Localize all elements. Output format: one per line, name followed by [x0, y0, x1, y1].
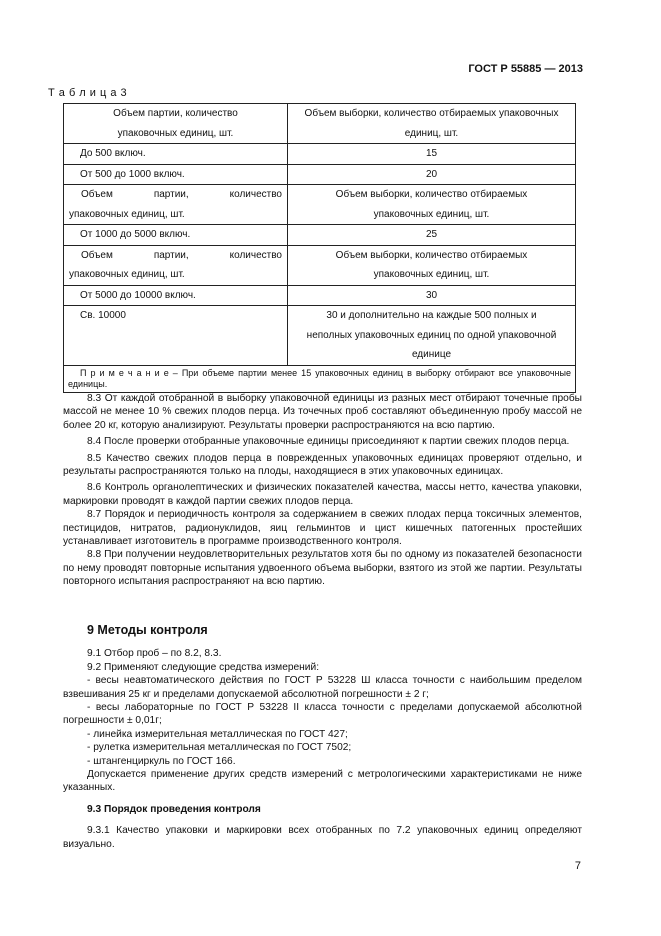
- sample-size-cell: 15: [288, 144, 576, 165]
- sample-size-cell: 25: [288, 225, 576, 246]
- paragraph-8-7: 8.7 Порядок и периодичность контроля за содержанием в свежих плодах перца токсичных элементов, пестицидов, нитратов, радионуклидов, яиц гельминтов и цист кишечных патогенных простейших устанавливает изготовитель в программе производственного контроля.: [63, 509, 582, 548]
- table-note: [64, 365, 576, 392]
- list-item: - рулетка измерительная металлическая по ГОСТ 7502;: [87, 742, 352, 754]
- table-repeat-header-row: [64, 245, 576, 285]
- lot-size-cell: Св. 10000: [64, 306, 288, 366]
- sample-size-cell: 20: [288, 164, 576, 185]
- table-repeat-header-left: Объем партии, количество упаковочных единиц, шт.: [64, 245, 288, 285]
- paragraph-allowed: Допускается применение других средств измерений с метрологическими характеристиками не ниже указанных.: [63, 769, 582, 794]
- table-header-left: Объем партии, количество упаковочных единиц, шт.: [64, 104, 288, 144]
- table-row: [64, 144, 576, 165]
- table-repeat-header-left: Объем партии, количество упаковочных единиц, шт.: [64, 185, 288, 225]
- paragraph-9-1: 9.1 Отбор проб – по 8.2, 8.3.: [87, 648, 222, 660]
- paragraph-8-8: 8.8 При получении неудовлетворительных результатов хотя бы по одному из показателей безопасности по нему проводят повторные испытания удвоенного объема выборки, взятого из этой же партии. Результаты повторного испытания распространяют на всю партию.: [63, 549, 582, 588]
- table-row: [64, 164, 576, 185]
- lot-size-cell: От 500 до 1000 включ.: [64, 164, 288, 185]
- paragraph-8-4: 8.4 После проверки отобранные упаковочные единицы присоединяют к партии свежих плодов перца.: [87, 436, 570, 448]
- subsection-9-3-title: 9.3 Порядок проведения контроля: [87, 803, 261, 815]
- table-repeat-header-right: Объем выборки, количество отбираемых упаковочных единиц, шт.: [288, 245, 576, 285]
- table-header-row: [64, 104, 576, 144]
- lot-size-cell: От 5000 до 10000 включ.: [64, 285, 288, 306]
- list-item: - весы лабораторные по ГОСТ Р 53228 II класса точности с пределами допускаемой абсолютной погрешности ± 0,01г;: [63, 702, 582, 727]
- page-number: 7: [574, 860, 581, 872]
- table-note-row: [64, 365, 576, 392]
- section-8-text: [63, 392, 582, 589]
- note-text: – При объеме партии менее 15 упаковочных единиц в выборку отбирают все упаковочные единицы.: [68, 367, 571, 389]
- sample-size-cell: 30 и дополнительно на каждые 500 полных и неполных упаковочных единиц по одной упаковочной единице: [288, 306, 576, 366]
- sample-size-cell: 30: [288, 285, 576, 306]
- table-row: [64, 285, 576, 306]
- list-item: - весы неавтоматического действия по ГОСТ Р 53228 Ш класса точности с наибольшим пределом взвешивания 25 кг и пределами допускаемой абсолютной погрешности ± 2 г;: [63, 675, 582, 700]
- table-caption: Т а б л и ц а 3: [48, 87, 128, 99]
- paragraph-8-6: 8.6 Контроль органолептических и физических показателей качества, массы нетто, качества упаковки, маркировки проводят в каждой партии свежих плодов перца.: [63, 482, 582, 507]
- lot-size-cell: От 1000 до 5000 включ.: [64, 225, 288, 246]
- table-header-right: Объем выборки, количество отбираемых упаковочных единиц, шт.: [288, 104, 576, 144]
- paragraph-8-3: 8.3 От каждой отобранной в выборку упаковочной единицы из разных мест отбирают точечные пробы массой не менее 10 % свежих плодов перца. Из точечных проб составляют объединенную пробу массой не более 20 кг, которую анализируют. Результаты проверки распространяются на всю партию.: [63, 393, 582, 431]
- document-code: ГОСТ Р 55885 — 2013: [468, 63, 583, 75]
- paragraph-9-2: 9.2 Применяют следующие средства измерений:: [87, 661, 320, 673]
- table-repeat-header-row: [64, 185, 576, 225]
- table-row: [64, 306, 576, 366]
- paragraph-9-3-1: 9.3.1 Качество упаковки и маркировки всех отобранных по 7.2 упаковочных единиц определяют визуально.: [63, 825, 582, 850]
- sample-size-table: [63, 103, 576, 393]
- section-9-text: [63, 624, 582, 851]
- lot-size-cell: До 500 включ.: [64, 144, 288, 165]
- list-item: - линейка измерительная металлическая по ГОСТ 427;: [87, 728, 348, 740]
- section-9-title: 9 Методы контроля: [87, 623, 208, 637]
- list-item: - штангенциркуль по ГОСТ 166.: [87, 755, 236, 767]
- table-repeat-header-right: Объем выборки, количество отбираемых упаковочных единиц, шт.: [288, 185, 576, 225]
- table-row: [64, 225, 576, 246]
- paragraph-8-5: 8.5 Качество свежих плодов перца в поврежденных упаковочных единицах проверяют отдельно, и результаты распространяются только на плоды, находящиеся в этих упаковочных единицах.: [63, 452, 582, 478]
- note-label: П р и м е ч а н и е: [80, 367, 169, 378]
